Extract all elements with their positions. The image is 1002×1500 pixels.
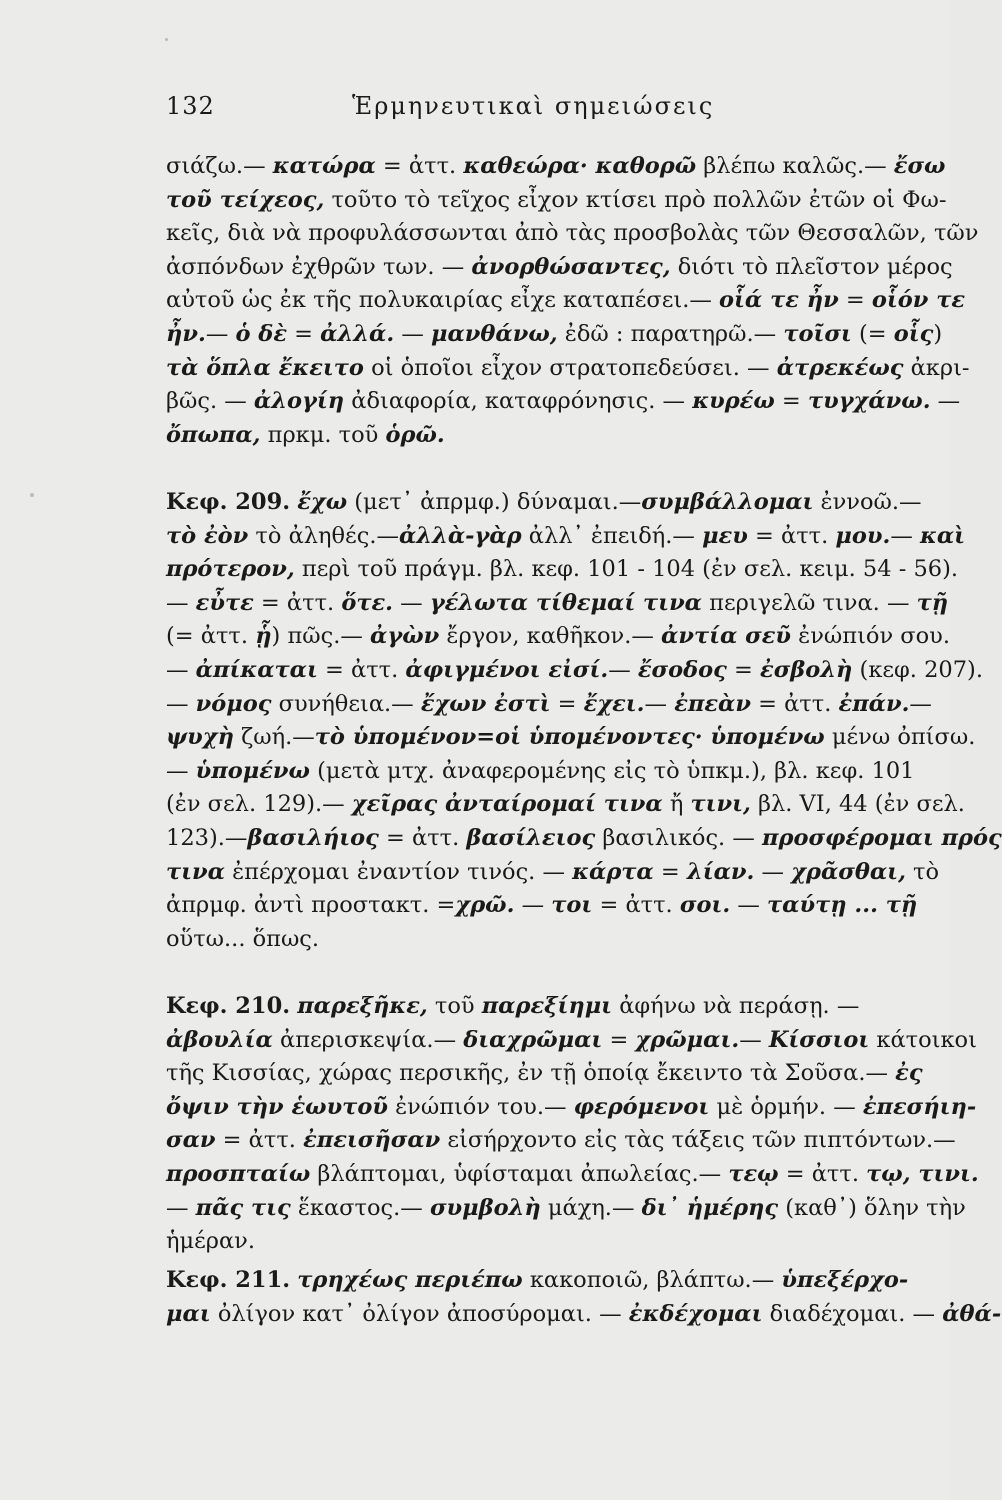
gloss-text: ἤ xyxy=(662,791,691,818)
gloss-text: περὶ τοῦ πράγμ. βλ. κεφ. 101 - 104 (ἐν σελ. κειμ. 54 - 56). xyxy=(294,556,959,583)
gloss-text: — xyxy=(739,1026,769,1053)
text-line xyxy=(166,352,970,386)
gloss-text: = ἀττ. xyxy=(778,1160,867,1187)
gloss-text: = xyxy=(550,690,584,717)
gloss-text: οἱ ὁποῖοι εἶχον στρατοπεδεύσει. — xyxy=(363,354,777,381)
lemma: ᾗ xyxy=(255,623,272,650)
gloss-text: ἔργον, καθῆκον.— xyxy=(439,623,662,650)
gloss-text: — xyxy=(205,320,236,347)
lemma: χρῶμαι. xyxy=(635,1026,740,1053)
lemma: βασιλήιος xyxy=(247,824,379,851)
text-line xyxy=(166,284,966,318)
gloss-text: = ἀττ. xyxy=(375,153,464,179)
lemma: προσφέρομαι πρός xyxy=(762,824,1002,851)
text-line xyxy=(166,1264,938,1298)
gloss-text: — xyxy=(608,656,638,683)
lemma: τυγχάνω. xyxy=(807,388,931,415)
gloss-text: ) πῶς.— xyxy=(271,623,371,650)
lemma: ψυχὴ xyxy=(166,724,234,751)
lemma: ὑπεξέρχο- xyxy=(781,1267,909,1293)
gloss-text: (= xyxy=(851,320,894,347)
lemma: χεῖρας ἀνταίρομαί τινα xyxy=(351,791,663,818)
lemma: χρᾶσθαι, xyxy=(791,858,906,885)
lemma: τὸ ἐὸν xyxy=(166,522,249,549)
lemma: κατώρα xyxy=(272,153,376,179)
lemma: συμβολὴ xyxy=(429,1194,541,1221)
lemma: ἐς xyxy=(895,1060,923,1087)
lemma: διαχρῶμαι xyxy=(463,1026,603,1053)
gloss-text: — xyxy=(166,589,196,616)
page-number: 132 xyxy=(166,92,215,120)
chapter-210-notes xyxy=(166,990,979,1259)
gloss-text: πρκμ. τοῦ xyxy=(260,421,386,448)
gloss-text: — xyxy=(393,589,430,616)
gloss-text: τῆς Κισσίας, χώρας περσικῆς, ἐν τῇ ὁποίᾳ ἔκειντο τὰ Σοῦσα.— xyxy=(166,1060,896,1087)
gloss-text: μάχη.— xyxy=(540,1194,642,1221)
gloss-text: τὸ ἀληθές.— xyxy=(248,522,399,549)
lemma: μαι xyxy=(166,1300,211,1327)
lemma: ἀλλὰ-γὰρ xyxy=(398,522,522,549)
gloss-text: — xyxy=(930,388,961,415)
lemma: νόμος xyxy=(195,690,272,717)
gloss-text: — xyxy=(754,858,792,885)
gloss-text: = xyxy=(287,320,321,347)
text-line xyxy=(166,1091,977,1125)
lemma: ἐκδέχομαι xyxy=(628,1300,763,1327)
gloss-text: ἀλλ᾿ ἐπειδή.— xyxy=(521,522,703,549)
lemma: καὶ xyxy=(920,522,966,549)
lemma: οἷς xyxy=(893,320,934,347)
gloss-text: (ἐν σελ. 129).— xyxy=(166,791,352,818)
lemma: τοι xyxy=(551,892,593,919)
gloss-text: = xyxy=(774,388,808,415)
text-line xyxy=(166,788,965,822)
lemma: ἀφιγμένοι εἰσί. xyxy=(405,656,609,683)
gloss-text: ἀσπόνδων ἐχθρῶν των. — xyxy=(166,253,472,280)
lemma: λίαν. xyxy=(686,858,755,885)
gloss-text: — xyxy=(890,522,920,549)
lemma: ἐπεισῆσαν xyxy=(303,1127,441,1154)
text-line xyxy=(166,654,983,688)
lemma: παρεξῆκε, xyxy=(297,993,428,1019)
gloss-text: ἐπέρχομαι ἐναντίον τινός. — xyxy=(224,858,573,885)
lemma: ὁ δὲ xyxy=(235,320,287,347)
gloss-text: ἀπρμφ. ἀντὶ προστακτ. = xyxy=(166,892,456,919)
text-line xyxy=(166,184,947,218)
gloss-text: = xyxy=(726,656,761,683)
gloss-text: μένω ὀπίσω. xyxy=(824,724,976,751)
chapter-211-notes xyxy=(166,1264,1002,1331)
lemma: ἐπεὰν xyxy=(674,690,751,717)
text-line xyxy=(166,856,938,890)
lemma: ἀλογίη xyxy=(253,388,345,415)
lemma: ἀθά- xyxy=(942,1300,1002,1327)
lemma: ὁρῶ. xyxy=(385,421,445,448)
gloss-text: μὲ ὁρμήν. — xyxy=(709,1093,863,1120)
lemma: ἔχω xyxy=(297,489,348,515)
lemma: παρεξίημι xyxy=(481,993,613,1019)
lemma: φερόμενοι xyxy=(573,1093,710,1120)
lemma: ἔχει. xyxy=(583,690,645,717)
commentary-continuation xyxy=(166,150,979,452)
lemma: χρῶ. xyxy=(455,892,515,919)
gloss-text: — xyxy=(166,1194,196,1221)
lemma: ὄψιν τὴν ἑωυτοῦ xyxy=(166,1093,388,1120)
gloss-text: (μετὰ μτχ. ἀναφερομένης εἰς τὸ ὑπκμ.), βλ. κεφ. 101 xyxy=(309,757,915,784)
lemma: ἀτρεκέως xyxy=(776,354,904,381)
lemma: ὑπομένω xyxy=(195,757,310,784)
text-line xyxy=(166,923,938,957)
lemma: τῇ xyxy=(916,589,949,616)
gloss-text: βλέπω καλῶς.— xyxy=(696,153,894,179)
lemma: πρότερον, xyxy=(166,556,295,583)
gloss-text: ἡμέραν. xyxy=(166,1228,256,1255)
lemma: γέλωτα τίθεμαί τινα xyxy=(429,589,702,616)
gloss-text: — xyxy=(166,757,196,784)
gloss-text: αὐτοῦ ὡς ἐκ τῆς πολυκαιρίας εἶχε καταπέσει.— xyxy=(166,287,720,314)
lemma: ἐπεσήιη- xyxy=(862,1093,977,1120)
gloss-text: — xyxy=(909,690,932,717)
lemma: ταύτῃ ... τῇ xyxy=(767,892,918,919)
lemma: τοῖσι xyxy=(783,320,852,347)
chapter-heading: Κεφ. 210. xyxy=(166,993,291,1019)
gloss-text: βῶς. — xyxy=(166,388,254,415)
gloss-text: κεῖς, διὰ νὰ προφυλάσσωνται ἀπὸ τὰς προσβολὰς τῶν Θεσσαλῶν, τῶν xyxy=(166,220,979,247)
lemma: ἀλλά. xyxy=(320,320,395,347)
gloss-text: τὸ xyxy=(905,858,940,885)
lemma: τῳ, τινι. xyxy=(866,1160,979,1187)
text-line xyxy=(166,1024,977,1058)
gloss-text: = ἀττ. xyxy=(253,589,342,616)
gloss-text: τοῦ xyxy=(427,993,482,1019)
gloss-text: ἀφήνω νὰ περάσῃ. — xyxy=(612,993,860,1019)
gloss-text: διότι τὸ πλεῖστον μέρος xyxy=(670,253,953,280)
text-line xyxy=(166,486,938,520)
text-line xyxy=(166,385,961,419)
gloss-text: βλάπτομαι, ὑφίσταμαι ἀπωλείας.— xyxy=(310,1160,729,1187)
lemma: τοῦ τείχεος, xyxy=(166,186,325,213)
lemma: ἔχων ἐστὶ xyxy=(420,690,551,717)
lemma: συμβάλλομαι xyxy=(641,489,814,515)
chapter-heading: Κεφ. 209. xyxy=(166,489,291,515)
lemma: τὸ ὑπομένον=οἱ ὑπομένοντες· ὑπομένω xyxy=(314,724,825,751)
gloss-text: — xyxy=(166,656,196,683)
gloss-text: ζωή.— xyxy=(233,724,315,751)
text-line xyxy=(166,150,946,184)
gloss-text: = xyxy=(653,858,687,885)
lemma: ἀνορθώσαντες, xyxy=(471,253,671,280)
lemma: κυρέω xyxy=(692,388,775,415)
gloss-text: (= ἀττ. xyxy=(166,623,256,650)
lemma: τεῳ xyxy=(728,1160,779,1187)
lemma: καθεώρα· καθορῶ xyxy=(463,153,697,179)
text-line xyxy=(166,318,943,352)
text-line xyxy=(166,1298,1002,1332)
gloss-text: κάτοικοι xyxy=(869,1026,977,1053)
lemma: ὅτε. xyxy=(341,589,393,616)
lemma: ἀντία σεῦ xyxy=(661,623,792,650)
lemma: σοι. xyxy=(679,892,731,919)
text-line xyxy=(166,419,938,453)
gloss-text: ) xyxy=(933,320,943,347)
gloss-text: βλ. VI, 44 (ἐν σελ. xyxy=(750,791,965,818)
lemma: ἐπάν. xyxy=(838,690,910,717)
lemma: εὖτε xyxy=(195,589,254,616)
lemma: μου. xyxy=(835,522,891,549)
gloss-text: βασιλικός. — xyxy=(595,824,763,851)
chapter-heading: Κεφ. 211. xyxy=(166,1267,291,1293)
text-line xyxy=(166,721,976,755)
text-line xyxy=(166,1225,938,1259)
lemma: ἐσβολὴ xyxy=(760,656,853,683)
gloss-text: ἀδιαφορία, καταφρόνησις. — xyxy=(344,388,693,415)
gloss-text: ἕκαστος.— xyxy=(290,1194,430,1221)
lemma: κάρτα xyxy=(572,858,654,885)
gloss-text: οὕτω... ὅπως. xyxy=(166,925,320,952)
text-line xyxy=(166,688,938,722)
gloss-text: ἐνώπιόν σου. xyxy=(791,623,951,650)
gloss-text: = ἀττ. xyxy=(378,824,467,851)
gloss-text: — xyxy=(514,892,552,919)
text-line xyxy=(166,755,938,789)
gloss-text: ἀκρι- xyxy=(903,354,970,381)
lemma: ἔσοδος xyxy=(637,656,727,683)
gloss-text: — xyxy=(730,892,768,919)
text-line xyxy=(166,620,951,654)
gloss-text: ἀπερισκεψία.— xyxy=(272,1026,464,1053)
text-line xyxy=(166,889,938,923)
gloss-text: περιγελῶ τινα. — xyxy=(702,589,917,616)
text-line xyxy=(166,553,959,587)
lemma: ὄπωπα, xyxy=(166,421,261,448)
gloss-text: = ἀττ. xyxy=(592,892,680,919)
gloss-text: ἐννοῶ.— xyxy=(813,489,922,515)
text-line xyxy=(166,1124,956,1158)
gloss-text: = ἀττ. xyxy=(215,1127,304,1154)
lemma: τρηχέως περιέπω xyxy=(297,1267,523,1293)
lemma: μευ xyxy=(702,522,748,549)
lemma: πᾶς τις xyxy=(195,1194,291,1221)
gloss-text: ὀλίγον κατ᾿ ὀλίγον ἀποσύρομαι. — xyxy=(210,1300,629,1327)
gloss-text: ἐδῶ : παρατηρῶ.— xyxy=(557,320,784,347)
lemma: ἀβουλία xyxy=(166,1026,273,1053)
text-line xyxy=(166,822,1002,856)
gloss-text: = ἀττ. xyxy=(747,522,836,549)
gloss-text: ἐνώπιόν του.— xyxy=(387,1093,574,1120)
gloss-text: — xyxy=(394,320,431,347)
text-line xyxy=(166,587,949,621)
gloss-text: — xyxy=(166,690,196,717)
text-line xyxy=(166,990,938,1024)
running-title: Ἑρμηνευτικαὶ σημειώσεις xyxy=(352,92,715,120)
gloss-text: κακοποιῶ, βλάπτω.— xyxy=(522,1267,782,1293)
gloss-text: 123).— xyxy=(166,824,248,851)
gloss-text: = xyxy=(838,287,872,314)
gloss-text: = xyxy=(602,1026,636,1053)
lemma: τινα xyxy=(166,858,225,885)
gloss-text: = ἀττ. xyxy=(317,656,406,683)
lemma: βασίλειος xyxy=(466,824,596,851)
text-line xyxy=(166,520,966,554)
lemma: ἀγὼν xyxy=(370,623,440,650)
lemma: ἀπίκαται xyxy=(195,656,318,683)
print-speck xyxy=(165,38,168,41)
gloss-text: (κεφ. 207). xyxy=(852,656,983,683)
gloss-text: τοῦτο τὸ τεῖχος εἶχον κτίσει πρὸ πολλῶν ἐτῶν οἱ Φω- xyxy=(324,186,947,213)
gloss-text: συνήθεια.— xyxy=(271,690,421,717)
text-line xyxy=(166,1192,966,1226)
gloss-text: σιάζω.— xyxy=(166,153,273,179)
lemma: ἦν. xyxy=(166,320,206,347)
text-line xyxy=(166,1158,979,1192)
gloss-text: (καθ᾿) ὅλην τὴν xyxy=(778,1194,966,1221)
lemma: τὰ ὅπλα ἔκειτο xyxy=(166,354,364,381)
gloss-text: = ἀττ. xyxy=(750,690,839,717)
text-line xyxy=(166,217,979,251)
text-line xyxy=(166,251,953,285)
text-line xyxy=(166,1057,938,1091)
lemma: Κίσσιοι xyxy=(768,1026,870,1053)
lemma: οἷά τε ἦν xyxy=(719,287,839,314)
gloss-text: διαδέχομαι. — xyxy=(762,1300,943,1327)
lemma: τινι, xyxy=(690,791,751,818)
gloss-text: (μετ᾿ ἀπρμφ.) δύναμαι.— xyxy=(347,489,642,515)
chapter-209-notes xyxy=(166,486,1002,956)
lemma: μανθάνω, xyxy=(431,320,558,347)
lemma: ἔσω xyxy=(893,153,946,179)
lemma: σαν xyxy=(166,1127,216,1154)
lemma: προσπταίω xyxy=(166,1160,311,1187)
print-speck xyxy=(30,493,34,497)
gloss-text: — xyxy=(644,690,675,717)
gloss-text: εἰσήρχοντο εἰς τὰς τάξεις τῶν πιπτόντων.— xyxy=(440,1127,956,1154)
lemma: οἷόν τε xyxy=(871,287,966,314)
lemma: δι᾿ ἡμέρης xyxy=(641,1194,779,1221)
